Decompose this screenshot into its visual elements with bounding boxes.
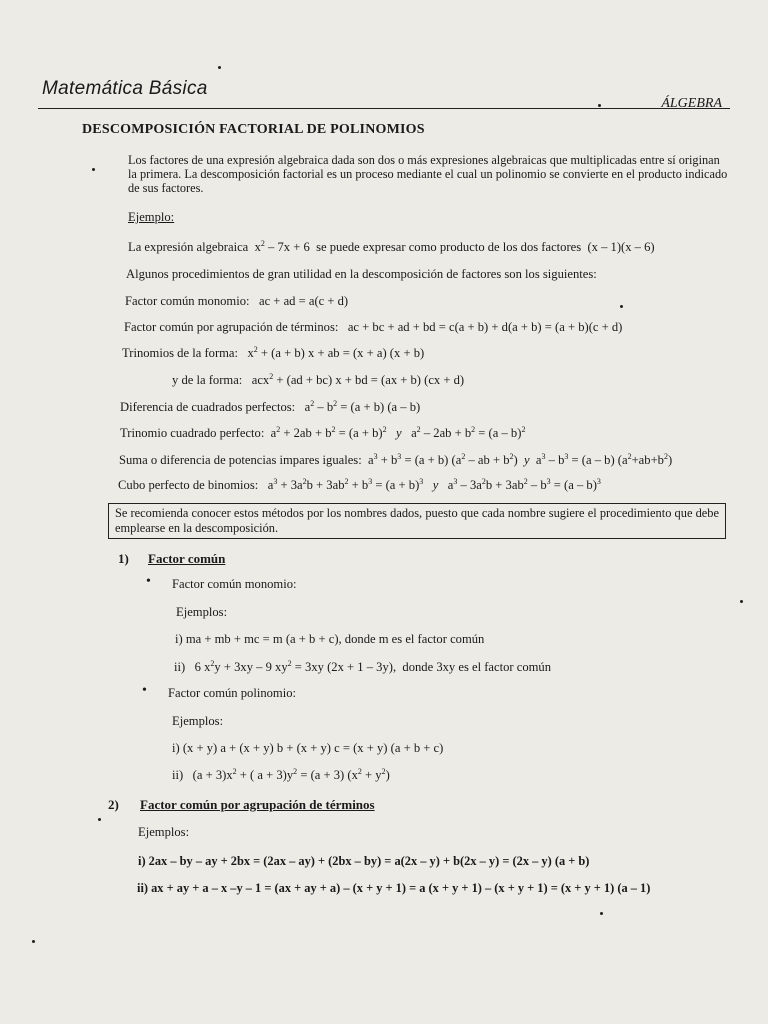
recommendation-box: Se recomienda conocer estos métodos por los nombres dados, puesto que cada nombre sugiere el procedimiento que debe emplearse en la descomposición. <box>108 503 726 539</box>
trinomio-cp-line <box>120 426 525 440</box>
example-prefix: ii) <box>172 768 184 782</box>
bullet-icon: • <box>142 683 147 698</box>
trinomios-label: Trinomios de la forma: <box>122 346 239 360</box>
y-forma-formula: acx$^2$ + (ad + bc) x + bd = (ax + b) (cx + d) <box>251 371 465 387</box>
fc-agrupacion-formula: ac + bc + ad + bd = c(a + b) + d(a + b) = (a + b)(c + d) <box>347 320 623 334</box>
section1-number: 1) <box>118 551 129 566</box>
speck <box>98 818 101 821</box>
cubo-label: Cubo perfecto de binomios: <box>118 478 259 492</box>
trinomio-cp-label: Trinomio cuadrado perfecto: <box>120 426 265 440</box>
section2-title: Factor común por agrupación de términos <box>140 797 375 812</box>
fc-monomio-line <box>125 294 348 308</box>
bullet-icon: • <box>146 574 151 589</box>
diferencia-formula: $a^2 - b^2 = (a + b)$ (a – b) <box>304 398 421 414</box>
example-monomio-i: i) ma + mb + mc = m (a + b + c), donde m es el factor común <box>175 632 485 646</box>
example-monomio-ii-formula: 6 $x^2y + 3xy - 9$ $xy^2 = 3xy$ (2x + 1 – 3y), <box>194 658 397 674</box>
diferencia-label: Diferencia de cuadrados perfectos: <box>120 400 296 414</box>
example-agrupacion-ii: ii) ax + ay + a – x –y – 1 = (ax + ay + a) – (x + y + 1) = a (x + y + 1) – (x + y + 1) = (x + y + 1) (a – 1) <box>137 881 651 895</box>
cubo-formula: $a^3 + 3a^2b + 3ab^2 + b^3 = (a + b)^3$ y $a^3 - 3a^2b + 3ab^2 - b^3 = (a - b)^3$ <box>267 476 601 492</box>
header-left: Matemática Básica <box>42 78 208 99</box>
ejemplo-text-b: se puede expresar como producto de los dos factores <box>316 240 582 254</box>
header-rule <box>38 108 730 109</box>
trinomios-formula: $x^2 + (a + b) x$ + ab = (x + a) (x + b) <box>247 344 425 360</box>
intro-paragraph: Los factores de una expresión algebraica dada son dos o más expresiones algebraicas que multiplicadas entre sí originan la primera. La descomposición factorial es un proceso mediante el cual un polinomio se convierte en el producto indicado de sus factores. <box>128 153 728 195</box>
procedimientos-text: Algunos procedimientos de gran utilidad en la descomposición de factores son los siguientes: <box>126 267 597 281</box>
y-forma-label: y de la forma: <box>172 373 243 387</box>
example-agrupacion-i: i) 2ax – by – ay + 2bx = (2ax – ay) + (2bx – by) = a(2x – y) + b(2x – y) = (2x – y) (a + b) <box>138 854 590 868</box>
ejemplo-line <box>128 240 655 254</box>
fc-monomio-label: Factor común monomio: <box>125 294 250 308</box>
example-suffix: donde 3xy es el factor común <box>402 660 552 674</box>
ejemplo-heading: Ejemplo: <box>128 210 175 224</box>
speck <box>600 912 603 915</box>
speck <box>218 66 221 69</box>
speck <box>598 104 601 107</box>
trinomio-cp-formula: $a^2 + 2ab + b^2 = (a + b)^2$ y $a^2 - 2ab + b^2 = (a - b)^2$ <box>270 424 526 440</box>
speck <box>92 168 95 171</box>
ejemplo-expression: $x^2 - 7x + 6$ <box>254 238 310 254</box>
speck <box>620 305 623 308</box>
section1-title: Factor común <box>148 551 226 566</box>
fc-agrupacion-line <box>124 320 622 334</box>
page-title: DESCOMPOSICIÓN FACTORIAL DE POLINOMIOS <box>82 122 425 137</box>
ejemplos-heading-1: Ejemplos: <box>176 605 228 619</box>
trinomios-line <box>122 346 424 360</box>
fc-monomio-bullet: Factor común monomio: <box>172 577 297 591</box>
ejemplo-text-a: La expresión algebraica <box>128 240 249 254</box>
suma-line <box>119 453 672 467</box>
fc-agrupacion-label: Factor común por agrupación de términos: <box>124 320 339 334</box>
example-polinomio-i: i) (x + y) a + (x + y) b + (x + y) c = (x + y) (a + b + c) <box>172 741 444 755</box>
example-polinomio-ii-formula: $(a + 3)x^2$ + ( $a + 3)y^2 = (a + 3)$ $(x^2 + y^2)$ <box>192 766 390 782</box>
speck <box>740 600 743 603</box>
diferencia-line <box>120 400 420 414</box>
fc-polinomio-bullet: Factor común polinomio: <box>168 686 297 700</box>
header-right: ÁLGEBRA <box>661 96 722 111</box>
example-prefix: ii) <box>174 660 186 674</box>
suma-label: Suma o diferencia de potencias impares iguales: <box>119 453 362 467</box>
section2-number: 2) <box>108 797 119 812</box>
example-monomio-ii <box>174 660 551 674</box>
ejemplos-heading-2: Ejemplos: <box>172 714 224 728</box>
speck <box>32 940 35 943</box>
ejemplos-heading-3: Ejemplos: <box>138 825 190 839</box>
y-forma-line <box>172 373 464 387</box>
suma-formula: $a^3 + b^3 = (a + b)$ ($a^2$ – ab + $b^2$) y $a^3 - b^3 = (a - b)$ $(a^2+ab+b^2)$ <box>368 451 673 467</box>
example-polinomio-ii <box>172 768 390 782</box>
fc-monomio-formula: ac + ad = a(c + d) <box>258 294 349 308</box>
cubo-line <box>118 478 601 492</box>
ejemplo-factors: (x – 1)(x – 6) <box>587 240 655 254</box>
